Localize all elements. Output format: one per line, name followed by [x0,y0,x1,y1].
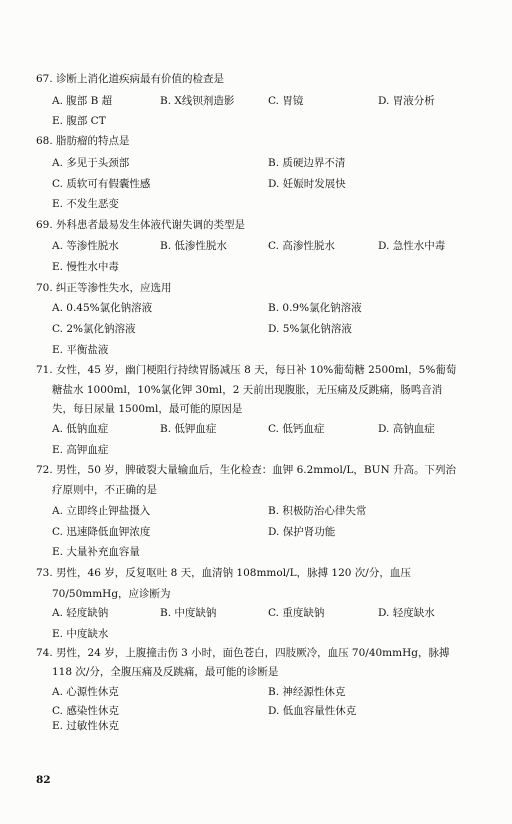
question-67-option-c: C. 胃镜 [268,95,304,107]
question-73-option-c: C. 重度缺钠 [268,607,325,619]
question-67-option-d: D. 胃液分析 [378,95,435,107]
question-71-stem-line-1: 71. 女性，45 岁，幽门梗阻行持续胃肠减压 8 天，每日补 10%葡萄糖 2500ml，5%葡萄 [36,364,457,376]
question-74-option-b: B. 神经源性休克 [268,686,346,698]
question-73-option-e: E. 中度缺水 [52,628,109,640]
question-69-stem: 69. 外科患者最易发生体液代谢失调的类型是 [36,219,246,231]
question-70-stem: 70. 纠正等渗性失水，应选用 [36,282,172,294]
question-69-option-c: C. 高渗性脱水 [268,240,335,252]
question-68-option-a: A. 多见于头颈部 [52,157,130,169]
question-70-option-e: E. 平衡盐液 [52,344,109,356]
page-number: 82 [36,774,51,786]
question-74-option-c: C. 感染性休克 [52,705,119,717]
question-72-option-e: E. 大量补充血容量 [52,546,140,558]
question-68-option-c: C. 质软可有假囊性感 [52,178,151,190]
question-72-option-a: A. 立即终止钾盐摄入 [52,505,151,517]
question-70-option-a: A. 0.45%氯化钠溶液 [52,302,153,314]
question-68-stem: 68. 脂肪瘤的特点是 [36,135,130,147]
question-73-stem-line-1: 73. 男性，46 岁，反复呕吐 8 天，血清钠 108mmol/L，脉搏 120 次/分，血压 [36,567,411,579]
question-71-option-c: C. 低钙血症 [268,423,325,435]
question-71-stem-line-2: 糖盐水 1000ml，10%氯化钾 30ml，2 天前出现腹胀，无压痛及反跳痛，肠鸣音消 [52,384,443,396]
question-72-stem-line-2: 疗原则中，不正确的是 [52,484,157,496]
question-71-option-e: E. 高钾血症 [52,444,109,456]
question-69-option-a: A. 等渗性脱水 [52,240,119,252]
question-68-option-b: B. 质硬边界不清 [268,157,346,169]
question-74-option-a: A. 心源性休克 [52,686,119,698]
question-72-option-c: C. 迅速降低血钾浓度 [52,526,151,538]
question-74-stem-line-2: 118 次/分，全腹压痛及反跳痛，最可能的诊断是 [52,666,279,678]
question-67-option-b: B. X线钡剂造影 [160,95,235,107]
question-68-option-d: D. 妊娠时发展快 [268,178,346,190]
question-70-option-c: C. 2%氯化钠溶液 [52,323,136,335]
question-69-option-d: D. 急性水中毒 [378,240,446,252]
question-72-option-b: B. 积极防治心律失常 [268,505,367,517]
question-69-option-e: E. 慢性水中毒 [52,261,119,273]
question-72-option-d: D. 保护肾功能 [268,526,336,538]
question-73-option-b: B. 中度缺钠 [160,607,217,619]
question-71-option-d: D. 高钠血症 [378,423,435,435]
question-72-stem-line-1: 72. 男性，50 岁，脾破裂大量输血后，生化检查：血钾 6.2mmol/L，BUN 升高。下列治 [36,464,456,476]
question-70-option-d: D. 5%氯化钠溶液 [268,323,352,335]
question-67-stem: 67. 诊断上消化道疾病最有价值的检查是 [36,73,225,85]
question-69-option-b: B. 低渗性脱水 [160,240,227,252]
question-74-stem-line-1: 74. 男性，24 岁，上腹撞击伤 3 小时，面色苍白，四肢厥冷，血压 70/40mmHg，脉搏 [36,647,450,659]
question-74-option-e: E. 过敏性休克 [52,720,119,732]
question-74-option-d: D. 低血容量性休克 [268,705,357,717]
question-71-option-a: A. 低钠血症 [52,423,109,435]
question-73-option-a: A. 轻度缺钠 [52,607,109,619]
question-71-stem-line-3: 失，每日尿量 1500ml，最可能的原因是 [52,403,243,415]
question-67-option-e: E. 腹部 CT [52,115,106,127]
question-68-option-e: E. 不发生恶变 [52,198,119,210]
question-73-stem-line-2: 70/50mmHg，应诊断为 [52,588,171,600]
question-70-option-b: B. 0.9%氯化钠溶液 [268,302,362,314]
question-73-option-d: D. 轻度缺水 [378,607,435,619]
question-67-option-a: A. 腹部 B 超 [52,95,113,107]
question-71-option-b: B. 低钾血症 [160,423,217,435]
